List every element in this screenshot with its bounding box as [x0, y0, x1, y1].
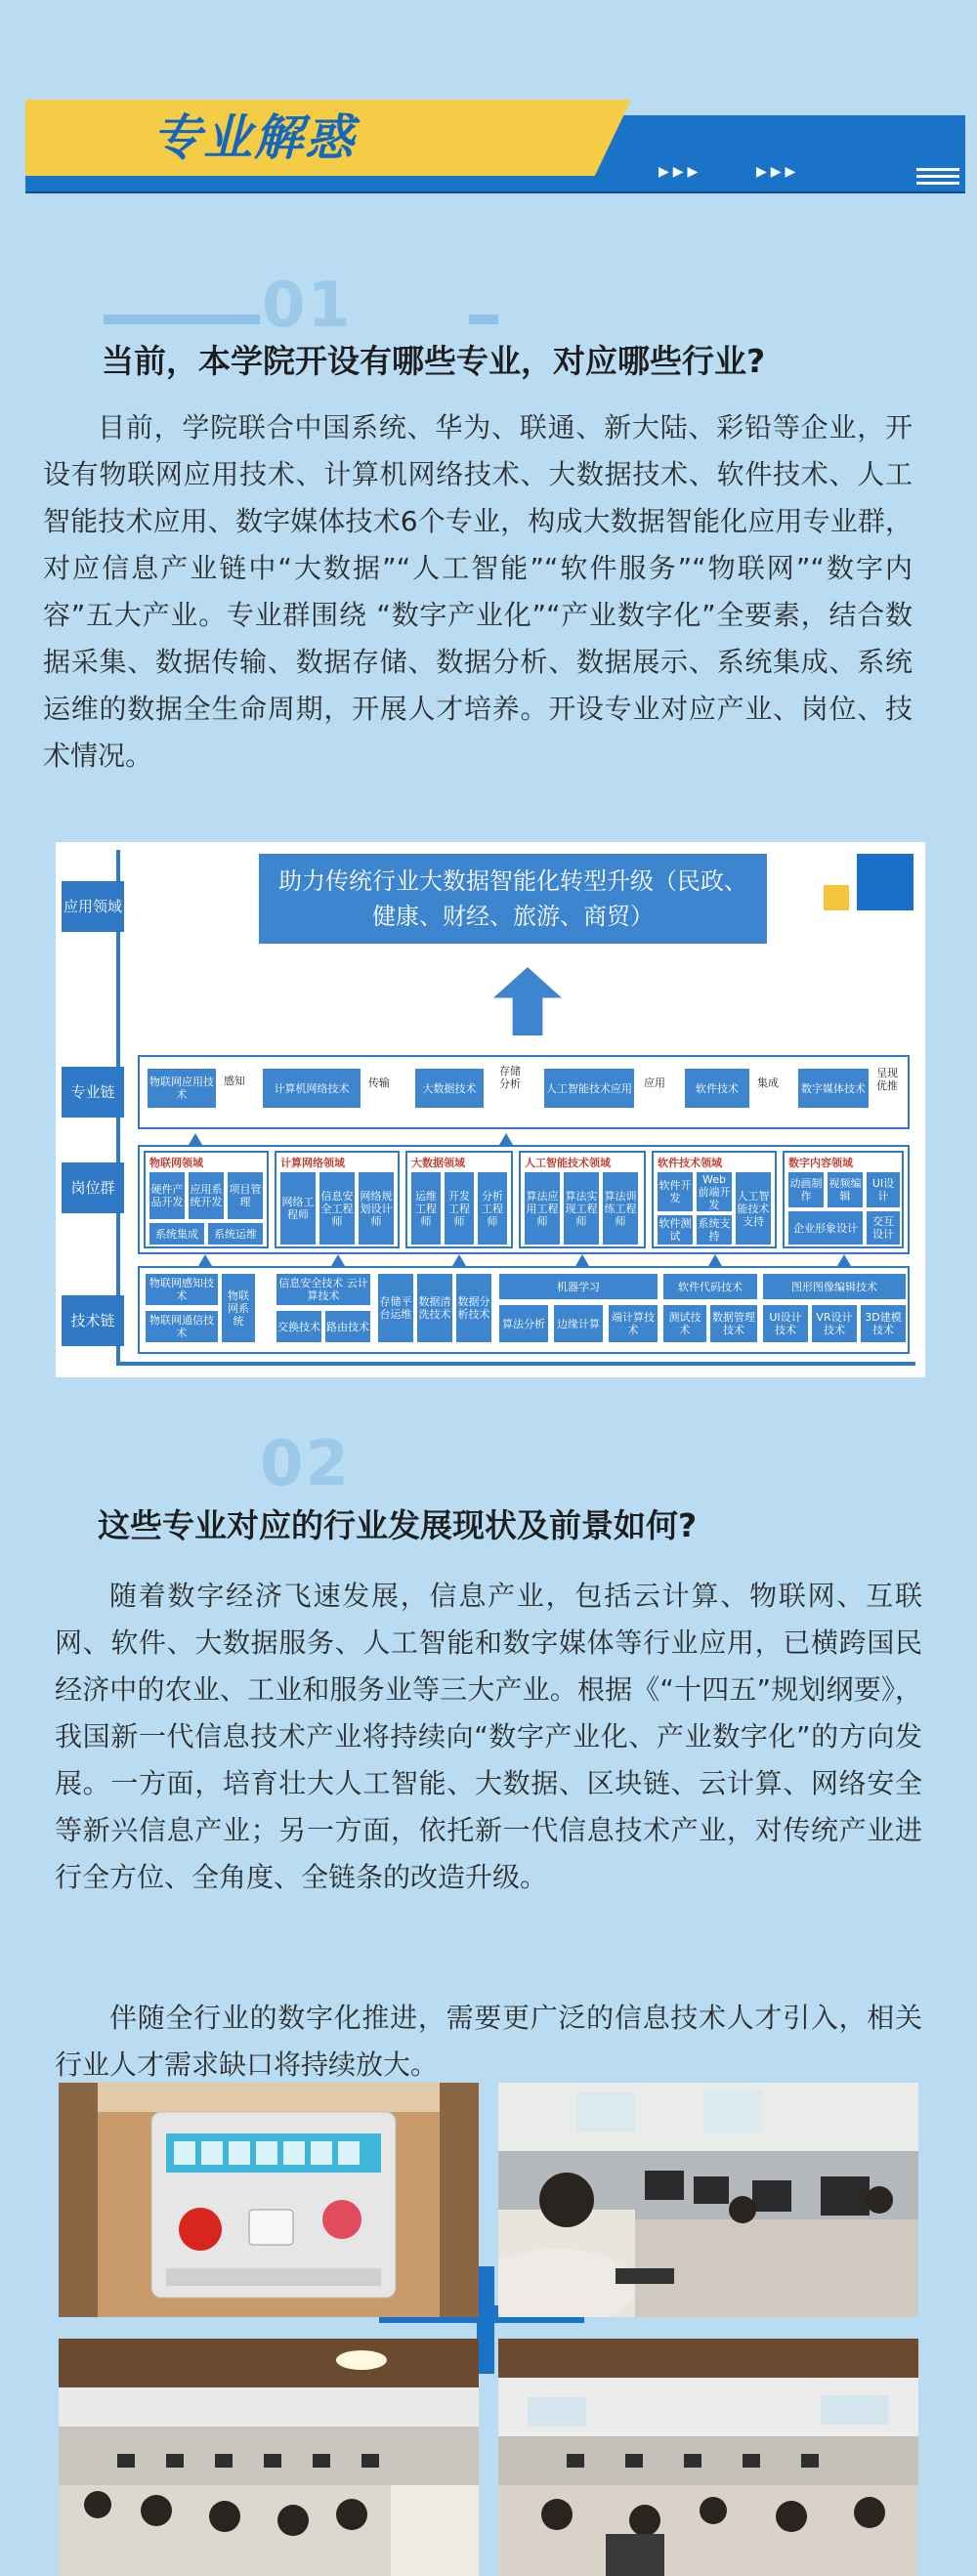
- job-group: [275, 1151, 400, 1248]
- number-deco-bar: [104, 315, 260, 324]
- chain-box: 数字媒体技术: [798, 1069, 869, 1108]
- up-arrow-icon: [452, 1254, 466, 1266]
- job-box: 算法应用工程师: [525, 1172, 560, 1245]
- job-box: 开发工程师: [445, 1172, 474, 1245]
- section-number: 01: [262, 270, 354, 342]
- up-arrow-icon: [499, 1133, 513, 1145]
- tech-box: 交换技术: [276, 1311, 321, 1342]
- photo-classroom-training: [498, 2339, 918, 2576]
- tech-box: 测试技术: [663, 1305, 706, 1342]
- tech-box: UI设计技术: [763, 1305, 808, 1342]
- job-group: [144, 1151, 269, 1248]
- photo-large-lab-room: [59, 2339, 479, 2576]
- job-box: 系统运维: [208, 1223, 263, 1245]
- section-question: 当前，本学院开设有哪些专业，对应哪些行业?: [102, 342, 766, 380]
- section-paragraph: 目前，学院联合中国系统、华为、联通、新大陆、彩铅等企业，开设有物联网应用技术、计算机网络技术、大数据技术、软件技术、人工智能技术应用、数字媒体技术6个专业，构成大数据智能化应用专业群，对应信息产业链中“大数据”“人工智能”“软件服务”“物联网”“数字内容”五大产业。专业群围绕 “数字产业化”“产业数字化”全要素，结合数据采集、数据传输、数据存储、数据分析、数据展示、系统集成、系统运维的数据全生命周期，开展人才培养。开设专业对应产业、岗位、技术情况。: [43, 411, 913, 772]
- section-paragraph: 伴随全行业的数字化推进，需要更广泛的信息技术人才引入，相关行业人才需求缺口将持续放大。: [55, 2002, 922, 2081]
- deco-square: [824, 885, 849, 910]
- chain-label: 呈现优推: [876, 1067, 898, 1092]
- up-arrow-icon: [331, 1254, 345, 1266]
- chain-label: 感知: [224, 1075, 245, 1087]
- tech-box: 物联网通信技术: [146, 1311, 218, 1342]
- tech-box: 物联网感知技术: [146, 1274, 218, 1305]
- tech-box: 软件代码技术: [663, 1274, 757, 1299]
- job-group: [519, 1151, 646, 1248]
- job-box: 信息安全工程师: [319, 1172, 355, 1245]
- deco-square: [857, 854, 913, 910]
- job-box: Web前端开发: [698, 1172, 731, 1211]
- group-title: 数字内容领域: [788, 1157, 853, 1169]
- job-box: 项目管理: [228, 1172, 263, 1219]
- job-box: 算法实现工程师: [564, 1172, 599, 1245]
- up-arrow-icon: [198, 1254, 212, 1266]
- job-box: 系统支持: [698, 1217, 731, 1243]
- chain-label: 存储分析: [499, 1065, 521, 1090]
- tech-box: 数据管理技术: [710, 1305, 757, 1342]
- job-box: 网络规划设计师: [359, 1172, 394, 1245]
- tech-box: 算法分析: [499, 1305, 548, 1342]
- number-deco-bar: [469, 315, 498, 324]
- group-title: 大数据领域: [411, 1157, 465, 1169]
- tech-box: 信息安全技术 云计算技术: [276, 1274, 370, 1305]
- job-box: UI设计: [867, 1172, 900, 1207]
- y-label-major-chain: 专业链: [62, 1067, 124, 1118]
- group-title: 物联网领域: [149, 1157, 203, 1169]
- section-banner: [25, 98, 965, 193]
- job-box: 系统集成: [149, 1223, 204, 1245]
- chain-box: 计算机网络技术: [263, 1069, 361, 1108]
- job-box: 网络工程师: [280, 1172, 316, 1245]
- tech-box: 存储平台运维: [378, 1274, 413, 1342]
- section-question: 这些专业对应的行业发展现状及前景如何?: [98, 1506, 698, 1544]
- chain-box: 人工智能技术应用: [544, 1069, 634, 1108]
- chain-label: 传输: [368, 1077, 390, 1089]
- up-arrow-icon: [837, 1254, 851, 1266]
- job-box: 软件开发: [658, 1172, 693, 1211]
- up-arrow-icon: [493, 967, 562, 1035]
- up-arrow-icon: [708, 1254, 722, 1266]
- chain-box: 大数据技术: [415, 1069, 484, 1108]
- tech-box: 物联网系统: [222, 1274, 255, 1342]
- section-number: 02: [260, 1428, 352, 1500]
- job-box: 硬件产品开发: [149, 1172, 185, 1219]
- up-arrow-icon: [575, 1254, 589, 1266]
- tech-box: 数据分析技术: [456, 1274, 491, 1342]
- tech-box: 机器学习: [499, 1274, 658, 1299]
- chain-label: 集成: [757, 1077, 779, 1089]
- diagram-axis: [116, 1362, 915, 1366]
- chain-label: 应用: [644, 1077, 665, 1089]
- banner-arrows-icon: ▶▶▶: [756, 164, 800, 180]
- tech-box: 数据清洗技术: [417, 1274, 452, 1342]
- industry-chain-diagram: [56, 842, 925, 1377]
- job-box: 分析工程师: [478, 1172, 507, 1245]
- group-title: 人工智能技术领域: [525, 1157, 611, 1169]
- up-arrow-icon: [189, 1133, 202, 1145]
- y-label-job-group: 岗位群: [62, 1162, 124, 1213]
- group-title: 软件技术领域: [658, 1157, 722, 1169]
- job-box: 交互设计: [867, 1211, 900, 1245]
- job-box: 算法训练工程师: [603, 1172, 638, 1245]
- job-box: 企业形象设计: [788, 1211, 863, 1245]
- banner-arrows-icon: ▶▶▶: [658, 164, 702, 180]
- tech-box: VR设计技术: [812, 1305, 857, 1342]
- chain-box: 物联网应用技术: [148, 1069, 216, 1108]
- job-box: 应用系统开发: [189, 1172, 224, 1219]
- diagram-title: 助力传统行业大数据智能化转型升级（民政、健康、财经、旅游、商贸）: [259, 854, 767, 944]
- menu-lines-icon: [916, 168, 959, 189]
- job-box: 运维工程师: [411, 1172, 441, 1245]
- tech-box: 路由技术: [325, 1311, 370, 1342]
- job-box: 动画制作: [788, 1172, 824, 1207]
- job-box: 视频编辑: [828, 1172, 863, 1207]
- job-box: 软件测试: [658, 1217, 692, 1243]
- job-group: [405, 1151, 513, 1248]
- tech-box: 边缘计算: [554, 1305, 603, 1342]
- chain-box: 软件技术: [685, 1069, 749, 1108]
- y-label-tech-chain: 技术链: [62, 1295, 124, 1346]
- job-group: [652, 1151, 777, 1248]
- y-label-application: 应用领域: [62, 881, 124, 932]
- tech-box: 端计算技术: [609, 1305, 658, 1342]
- tech-box: 3D建模技术: [861, 1305, 906, 1342]
- group-title: 计算网络领域: [280, 1157, 345, 1169]
- photo-iot-training-kit: [59, 2083, 479, 2317]
- photo-deco-bar: [477, 2266, 494, 2374]
- job-group: [783, 1151, 904, 1248]
- tech-box: 图形图像编辑技术: [763, 1274, 906, 1299]
- banner-title: 专业解惑: [152, 109, 356, 166]
- photo-computer-lab-students: [498, 2083, 918, 2317]
- section-paragraph: 随着数字经济飞速发展，信息产业，包括云计算、物联网、互联网、软件、大数据服务、人工智能和数字媒体等行业应用，已横跨国民经济中的农业、工业和服务业等三大产业。根据《“十四五”规划纲要》，我国新一代信息技术产业将持续向“数字产业化、产业数字化”的方向发展。一方面，培育壮大人工智能、大数据、区块链、云计算、网络安全等新兴信息产业；另一方面，依托新一代信息技术产业，对传统产业进行全方位、全角度、全链条的改造升级。: [55, 1580, 922, 1893]
- job-box: 人工智能技术支持: [736, 1172, 771, 1245]
